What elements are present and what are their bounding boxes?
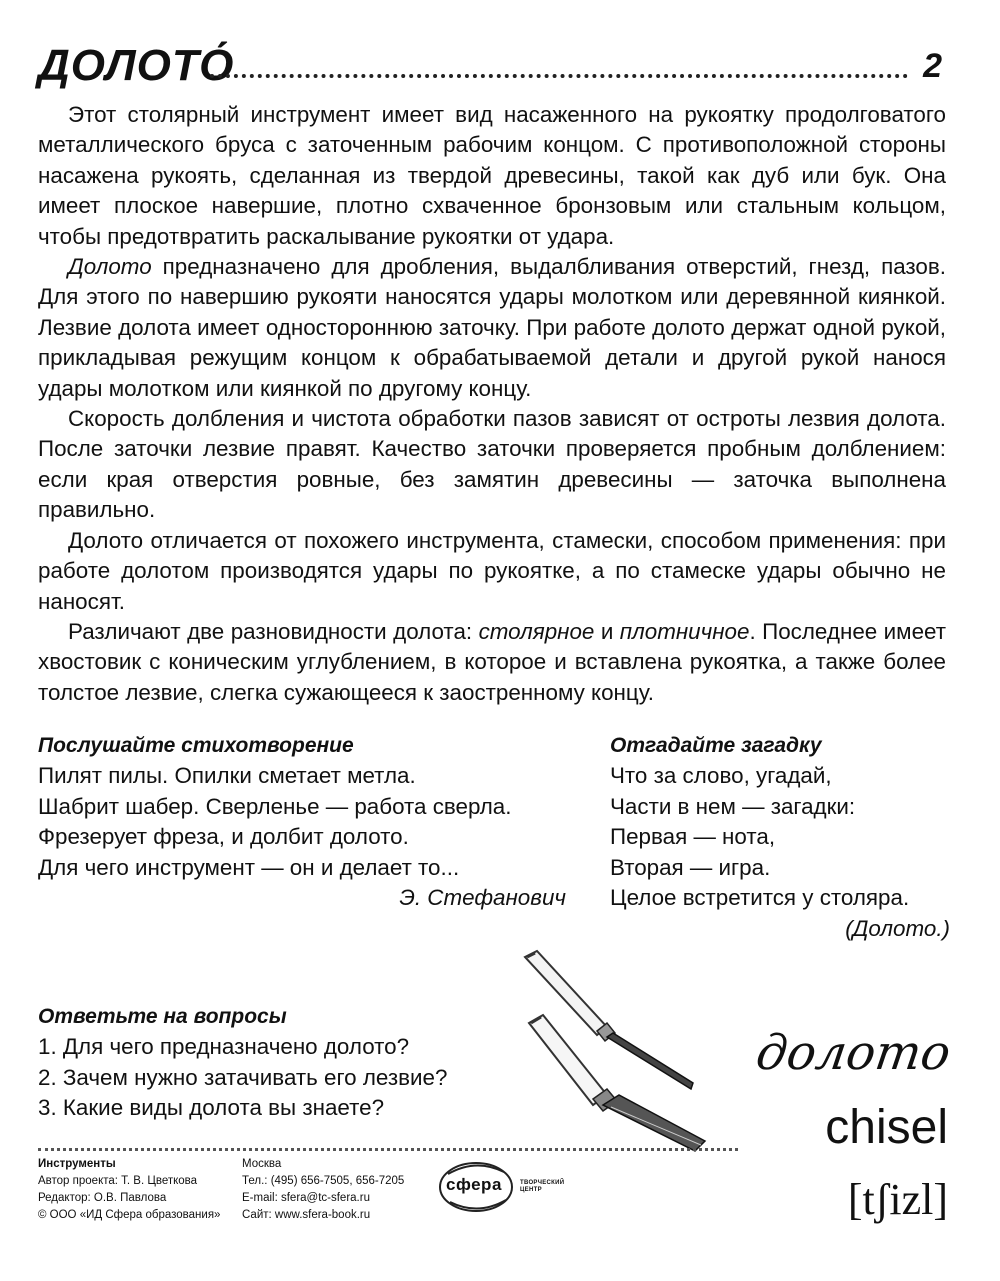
riddle-line: Вторая — игра. (610, 854, 771, 880)
footer-credits (38, 1156, 238, 1224)
poem-line: Шабрит шабер. Сверленье — работа сверла. (38, 793, 512, 819)
question-item: 3. Какие виды долота вы знаете? (38, 1095, 385, 1120)
chisel-icon (515, 945, 725, 1155)
header (38, 38, 948, 98)
footer-series: Инструменты (38, 1158, 116, 1170)
publisher-logo (434, 1158, 565, 1218)
logo-subtitle-line: ЦЕНТР (520, 1187, 542, 1193)
paragraph (38, 100, 946, 252)
paragraph-text: предназначено для дробления, выдалбливания отверстий, гнезд, пазов. Для этого по навершию рукояти наносятся удары молотком или деревянной киянкой. Лезвие долота имеет одностороннюю заточку. При работе долото держат одной рукой, прикладывая режущим концом к обрабатываемой детали и другой рукой нанося удары молотком или киянкой по другому концу. (38, 254, 946, 401)
page-title: ДОЛОТО́ (38, 41, 235, 90)
footer-divider (38, 1148, 738, 1151)
poem-line: Фрезерует фреза, и долбит долото. (38, 824, 409, 849)
paragraph-text: Различают две разновидности долота: (68, 618, 479, 644)
logo-subtitle-line: ТВОРЧЕСКИЙ (520, 1180, 565, 1186)
poem-line: Для чего инструмент — он и делает то... (38, 854, 460, 880)
word-english: chisel (825, 1101, 948, 1154)
paragraph-text: и (594, 618, 620, 644)
riddle-line: Части в нем — загадки: (610, 793, 856, 819)
footer-contacts (242, 1156, 442, 1224)
footer-editor: Редактор: О.В. Павлова (38, 1192, 167, 1204)
logo-word: сфера (446, 1175, 502, 1194)
paragraph-text: Долото отличается от похожего инструмента, стамески, способом применения: при работе долотом производятся удары по рукоятке, а по стамеске удары обычно не наносят. (38, 527, 946, 614)
poem-section (38, 731, 568, 914)
footer-phone: Тел.: (495) 656-7505, 656-7205 (242, 1175, 405, 1187)
paragraph-text: Скорость долбления и чистота обработки пазов зависят от остроты лезвия долота. После заточки лезвие правят. Качество заточки проверяется пробным долблением: если края отверстия ровные, без замятин древесины — заточка выполнена правильно. (38, 406, 946, 523)
italic-term: плотничное (619, 618, 750, 644)
main-text (38, 100, 946, 708)
paragraph-text: Этот столярный инструмент имеет вид насаженного на рукоятку продолговатого металлического бруса с заточенным рабочим концом. С противоположной стороны насажена рукоять, сделанная из твердой древесины, такой как дуб или бук. Она имеет плоское навершие, плотно схваченное бронзовым или стальным кольцом, чтобы предотвратить раскалывание рукоятки от удара. (38, 102, 946, 249)
footer-site: Сайт: www.sfera-book.ru (242, 1209, 371, 1221)
riddle-title: Отгадайте загадку (610, 734, 822, 757)
riddle-line: Первая — нота, (610, 824, 776, 849)
poem-line: Пилят пилы. Опилки сметает метла. (38, 763, 416, 788)
riddle-answer: (Долото.) (845, 915, 950, 941)
paragraph-text: . Последнее имеет хвостовик с коническим углублением, в которое и вставлена рукоятка, а также более толстое лезвие, слегка сужающееся к заостренному концу. (38, 618, 946, 705)
question-item: 1. Для чего предназначено долото? (38, 1034, 410, 1059)
riddle-line: Что за слово, угадай, (610, 763, 832, 788)
footer-email: E-mail: sfera@tc-sfera.ru (242, 1192, 370, 1204)
paragraph (38, 252, 946, 404)
poem-author: Э. Стефанович (399, 885, 566, 910)
paragraph (38, 526, 946, 617)
footer-copyright: © ООО «ИД Сфера образования» (38, 1209, 221, 1221)
title-leader-dots (210, 74, 908, 78)
logo-subtitle (520, 1180, 564, 1194)
question-item: 2. Зачем нужно затачивать его лезвие? (38, 1064, 448, 1090)
questions-section (38, 1002, 518, 1124)
questions-title: Ответьте на вопросы (38, 1005, 287, 1028)
paragraph-italic-lead: Долото (68, 254, 152, 280)
page-number: 2 (923, 47, 942, 85)
chisel-back (525, 951, 693, 1089)
paragraph (38, 617, 946, 708)
riddle-line: Целое встретится у столяра. (610, 885, 910, 910)
poem-title: Послушайте стихотворение (38, 734, 354, 757)
paragraph (38, 404, 946, 526)
footer-author: Автор проекта: Т. В. Цветкова (38, 1175, 198, 1187)
word-russian: долото (752, 1025, 954, 1081)
italic-term: столярное (478, 618, 595, 644)
footer-city: Москва (242, 1158, 282, 1170)
riddle-section (610, 731, 950, 944)
word-transcription: [tʃizl] (847, 1175, 948, 1224)
